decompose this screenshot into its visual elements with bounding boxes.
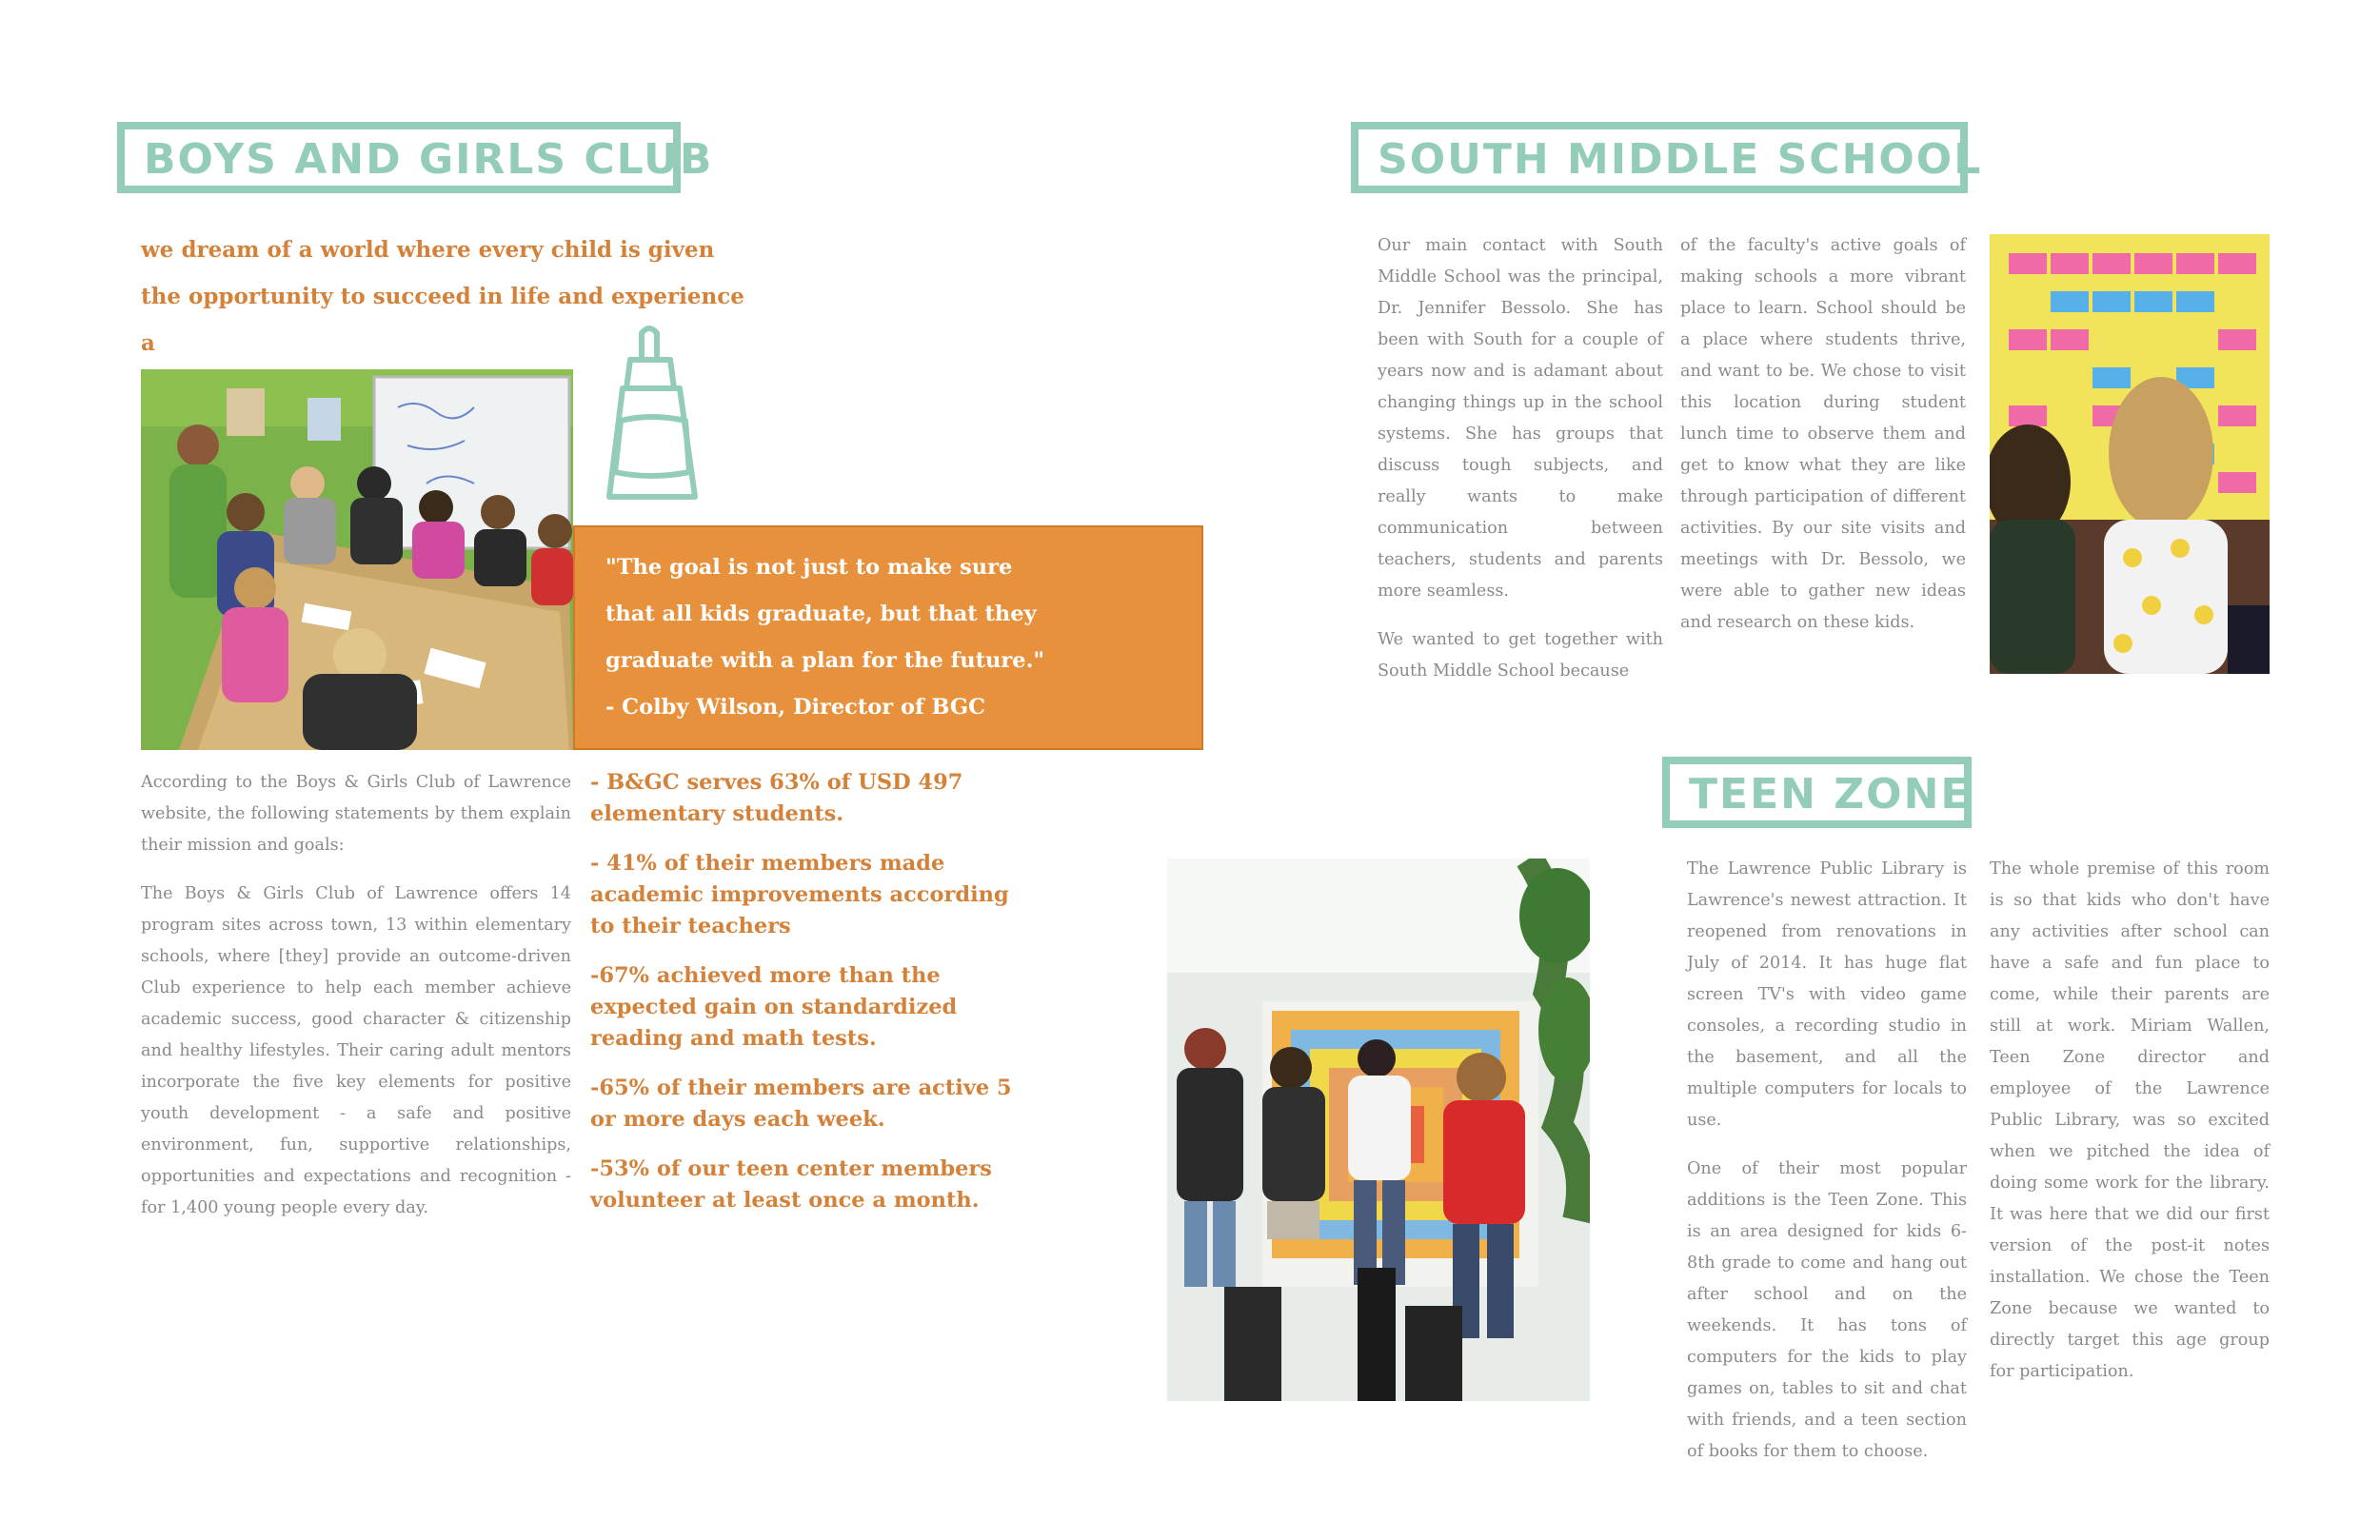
teen-zone-postit-photo bbox=[1167, 859, 1590, 1401]
stat-line: - 41% of their members made bbox=[590, 851, 945, 876]
quote-line: that all kids graduate, but that they bbox=[605, 602, 1037, 626]
stat-line: -65% of their members are active 5 bbox=[590, 1076, 1012, 1100]
stat-line: expected gain on standardized bbox=[590, 995, 958, 1019]
stat-line: -53% of our teen center members bbox=[590, 1156, 992, 1181]
bgc-mission-paragraph: The Boys & Girls Club of Lawrence offers 14 program sites across town, 13 within elementary schools, where [they] provide an outcome-driven Club experience to help each member achieve academic success, good character & citizenship and healthy lifestyles. Their caring adult mentors incorporate the five key elements for positive youth development - a safe and positive environment, fun, supportive relationships, opportunities and expectations and recognition - for 1,400 young people every day. bbox=[141, 884, 571, 1217]
teen-section-title: TEEN ZONE bbox=[1662, 757, 1972, 828]
south-col1 bbox=[1378, 230, 1663, 704]
south-col1-paragraph: Our main contact with South Middle School was the principal, Dr. Jennifer Bessolo. She has been with South for a couple of years now and is adamant about changing things up in the school systems. She has groups that discuss tough subjects, and really wants to make communication between teachers, students and parents more seamless. bbox=[1378, 236, 1663, 601]
bgc-classroom-photo bbox=[141, 369, 573, 750]
teen-col1-paragraph: One of their most popular additions is the Teen Zone. This is an area designed for kids 6-8th grade to come and hang out after school and on the weekends. It has tons of computers for the kids to play games on, tables to sit and chat with friends, and a teen section of books for them to choose. bbox=[1687, 1159, 1967, 1461]
teen-col2 bbox=[1990, 854, 2270, 1405]
glue-bottle-icon bbox=[600, 322, 712, 503]
bgc-section-title: BOYS AND GIRLS CLUB bbox=[117, 122, 681, 193]
quote-attribution: - Colby Wilson, Director of BGC bbox=[605, 695, 986, 720]
stat-item bbox=[590, 767, 1019, 830]
stat-item bbox=[590, 1154, 1019, 1216]
teen-col1-paragraph: The Lawrence Public Library is Lawrence's newest attraction. It reopened from renovations in July of 2014. It has huge flat screen TV's with video game consoles, a recording studio in the basement, and all the multiple computers for locals to use. bbox=[1687, 859, 1967, 1130]
stat-line: volunteer at least once a month. bbox=[590, 1188, 980, 1213]
stat-item bbox=[590, 1073, 1019, 1135]
stat-line: or more days each week. bbox=[590, 1107, 885, 1132]
teen-col1 bbox=[1687, 854, 1967, 1485]
teen-col2-paragraph: The whole premise of this room is so that kids who don't have any activities after school can have a safe and fun place to come, while their parents are still at work. Miriam Wallen, Teen Zone director and employee of the Lawrence Public Library, was so excited when we pitched the idea of doing some work for the library. It was here that we did our first version of the post-it notes installation. We chose the Teen Zone because we wanted to directly target this age group for participation. bbox=[1990, 859, 2270, 1381]
south-col2 bbox=[1680, 230, 1966, 656]
quote-line: graduate with a plan for the future." bbox=[605, 648, 1045, 673]
stat-line: -67% achieved more than the bbox=[590, 963, 941, 988]
stat-item bbox=[590, 960, 1019, 1055]
stat-line: reading and math tests. bbox=[590, 1026, 877, 1051]
stat-item bbox=[590, 848, 1019, 942]
south-col2-paragraph: of the faculty's active goals of making schools a more vibrant place to learn. School should be a place where students thrive, and want to be. We chose to visit this location during student lunch time to observe them and get to know what they are like through participation of different activities. By our site visits and meetings with Dr. Bessolo, we were able to gather new ideas and research on these kids. bbox=[1680, 236, 1966, 632]
stat-line: elementary students. bbox=[590, 801, 844, 826]
bgc-intro-paragraph: According to the Boys & Girls Club of Lawrence website, the following statements by them explain their mission and goals: bbox=[141, 773, 571, 855]
stat-line: academic improvements according bbox=[590, 882, 1009, 907]
stat-line: to their teachers bbox=[590, 914, 791, 938]
bgc-body-text bbox=[141, 767, 571, 1241]
bgc-quote-box bbox=[573, 525, 1203, 750]
bgc-stats-list bbox=[590, 767, 1019, 1234]
stat-line: - B&GC serves 63% of USD 497 bbox=[590, 770, 963, 795]
tagline-line: we dream of a world where every child is given bbox=[141, 237, 715, 263]
quote-line: "The goal is not just to make sure bbox=[605, 555, 1013, 580]
south-section-title: SOUTH MIDDLE SCHOOL bbox=[1351, 122, 1968, 193]
tagline-line: the opportunity to succeed in life and experience a bbox=[141, 284, 744, 356]
south-col1-paragraph: We wanted to get together with South Middle School because bbox=[1378, 630, 1663, 681]
south-postit-wall-photo bbox=[1990, 234, 2270, 674]
